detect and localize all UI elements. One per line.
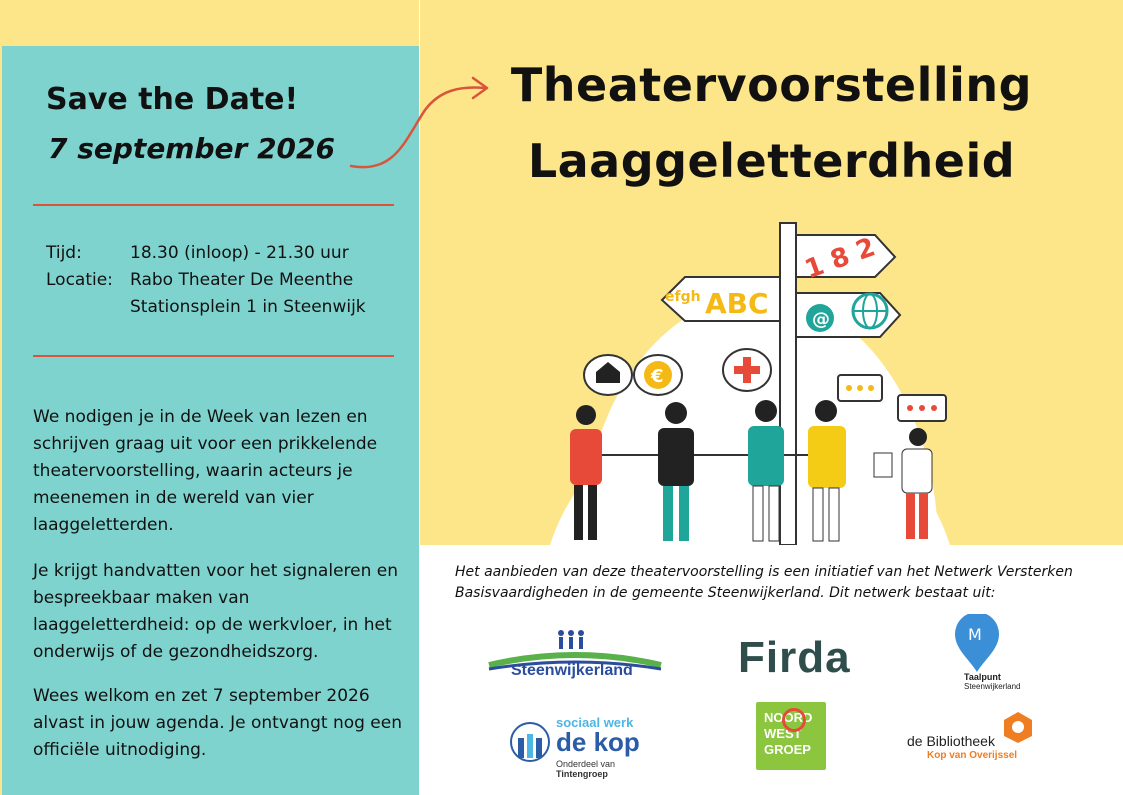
paragraph-welcome: Wees welkom en zet 7 september 2026 alvast in jouw agenda. Je ontvangt nog een officiële uitnodiging.: [33, 686, 403, 760]
sign-abc-text: ABC: [705, 287, 769, 320]
top-strip: [0, 0, 419, 46]
taalpunt-logo: M Taalpunt Steenwijkerland: [930, 614, 1025, 694]
location-line2: Stationsplein 1 in Steenwijk: [130, 297, 366, 317]
time-row: [46, 240, 366, 267]
title-line-1: Theatervoorstelling: [510, 58, 1033, 112]
bibliotheek-logo: de Bibliotheek Kop van Overijssel: [905, 710, 1035, 770]
location-line1: Rabo Theater De Meenthe: [130, 270, 354, 290]
location-row-2: [46, 294, 366, 321]
paragraph-handles: Je krijgt handvatten voor het signaleren en bespreekbaar maken van laaggeletterdheid: op de werkvloer, in het onderwijs of de gezondheidszorg.: [33, 561, 399, 662]
people-signpost-illustration: [540, 215, 960, 545]
signpost-pole: [780, 223, 796, 545]
steenwijkerland-logo: Steenwijkerland: [485, 625, 665, 685]
svg-text:M: M: [968, 625, 982, 644]
paper-icon: [874, 453, 892, 477]
save-the-date-heading: Save the Date!: [46, 82, 299, 117]
time-value: 18.30 (inloop) - 21.30 uur: [130, 243, 349, 263]
sociaal-werk-de-kop-logo: sociaal werk de kop Onderdeel van Tintengroep: [508, 715, 668, 775]
title-line-2: Laaggeletterdheid: [527, 134, 1016, 188]
noordwest-circle-icon: [782, 708, 806, 732]
sign-abc-small: efgh: [665, 289, 701, 305]
event-details: [46, 240, 366, 321]
paragraph-invitation: We nodigen je in de Week van lezen en schrijven graag uit voor een prikkelende theatervoorstelling, waarin acteurs je meenemen in de wereld van vier laaggeletterden.: [33, 407, 378, 535]
location-label: Locatie:: [46, 270, 113, 290]
sign-numbers-text: 1 8 2: [800, 232, 880, 286]
event-date: 7 september 2026: [48, 132, 335, 165]
partners-intro: Het aanbieden van deze theatervoorstelling is een initiatief van het Netwerk Versterken Basisvaardigheden in de gemeente Steenwijkerland. Dit netwerk bestaat uit:: [455, 564, 1073, 601]
divider-line: [33, 204, 394, 206]
divider-line: [33, 355, 394, 357]
location-row: [46, 267, 366, 294]
noordwest-groep-logo: NOORD WEST GROEP: [756, 702, 826, 770]
svg-text:@: @: [812, 309, 830, 330]
firda-logo: Firda: [738, 633, 851, 682]
time-label: Tijd:: [46, 243, 82, 263]
svg-text:€: €: [651, 366, 664, 387]
